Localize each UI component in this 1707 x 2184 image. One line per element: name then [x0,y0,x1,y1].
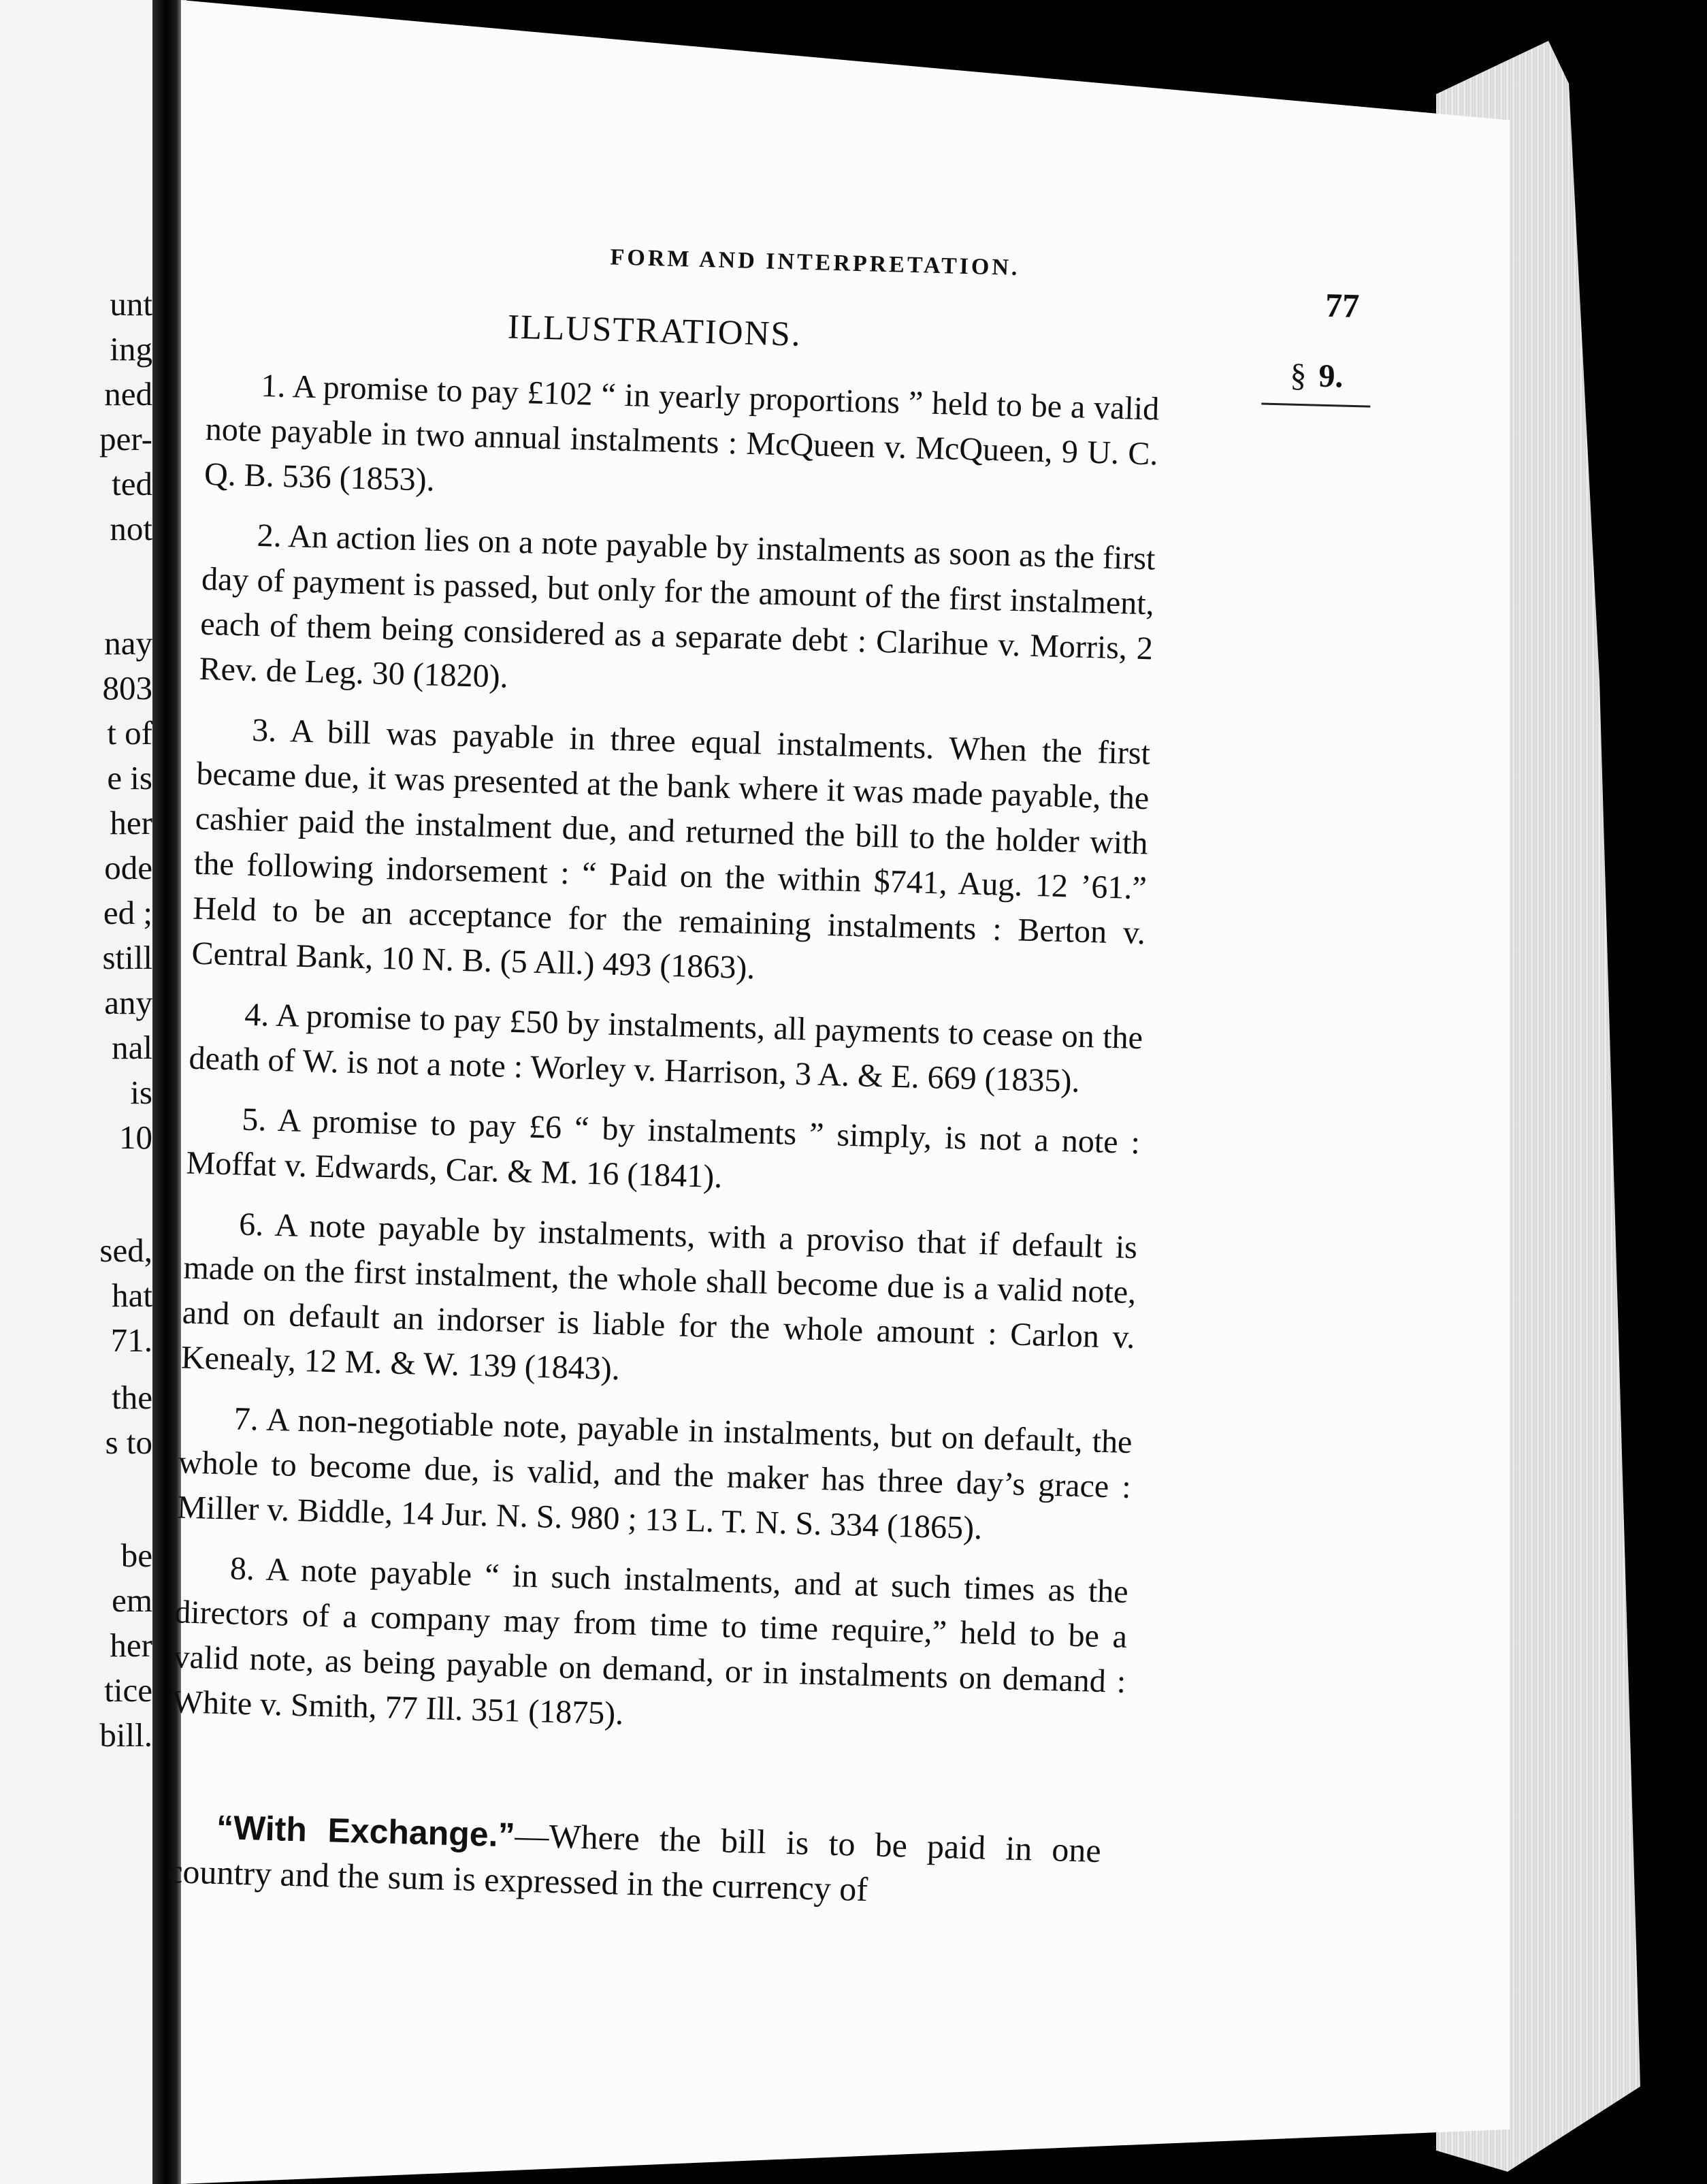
page-number: 77 [1324,285,1360,325]
previous-page-line-text: the [112,1379,152,1416]
previous-page-line-text: em [112,1581,152,1619]
illustration-3: 3. A bill was payable in three equal instalments. When the first became due, it was presented at the bank where it was made payable, the cashier paid the instalment due, and returned the bill to the holder with the following indorsement : “ Paid on the within $741, Aug. 12 ’61.” Held to be an acceptance for the remaining instalments : Berton v. Central Bank, 10 N. B. (5 All.) 493 (1863). [191,711,1151,986]
previous-page-line-text: nay [104,624,152,662]
previous-page-line-text: per- [99,420,152,457]
previous-page-line-text: e is [107,759,152,797]
previous-page-line-text: ted [112,465,152,502]
previous-page-line-text: tice [104,1671,152,1709]
section-symbol: § [1289,357,1307,394]
previous-page-line-text: ode [104,849,152,886]
illustrations-heading: ILLUSTRATIONS. [507,308,802,354]
previous-page-line-text: hat [112,1276,152,1314]
previous-page-line-text: sed, [99,1232,152,1269]
illustration-4: 4. A promise to pay £50 by instalments, all payments to cease on the death of W. is not a note : Worley v. Harrison, 3 A. & E. 669 (1835). [188,996,1143,1099]
previous-page-line-text: is [130,1074,152,1111]
previous-page-line-text: her [110,1626,152,1664]
previous-page-line-text: unt [110,285,152,323]
illustration-6: 6. A note payable by instalments, with a proviso that if default is made on the first instalment, the whole shall become due is a valid note, and on default an indorser is liable for the whole amount : Carlon v. Kenealy, 12 M. & W. 139 (1843). [180,1206,1138,1387]
illustration-5: 5. A promise to pay £6 “ by instalments ” simply, is not a note : Moffat v. Edwards, Car. & M. 16 (1841). [185,1101,1141,1195]
previous-page-line-text: nal [112,1029,152,1066]
previous-page [0,0,152,2184]
previous-page-line-text: ing [110,330,152,368]
previous-page-line-text: s to [105,1424,152,1461]
previous-page-line-text: be [120,1537,152,1574]
with-exchange-text: —Where the bill is to be paid in one country and the sum is expressed in the currency of [167,1816,1102,1909]
previous-page-line-text: 803 [102,669,152,707]
previous-page-line-text: t of [107,714,152,752]
illustration-7: 7. A non-negotiable note, payable in instalments, but on default, the whole to become due, is valid, and the maker has three day’s grace : Miller v. Biddle, 14 Jur. N. S. 980 ; 13 L. T. N. S. 334 (1865). [176,1400,1133,1547]
previous-page-line-text: 10 [119,1119,152,1156]
section-marker [1261,356,1371,408]
illustrations-list [171,362,1160,1765]
previous-page-line-text: still [102,939,152,976]
previous-page-line-text: ned [104,375,152,413]
previous-page-line-text: not [110,510,152,547]
illustration-8: 8. A note payable “ in such instalments, and at such times as the directors of a company may from time to time require,” held to be a valid note, as being payable on demand, or in instalments on demand : White v. Smith, 77 Ill. 351 (1875). [172,1550,1129,1732]
illustration-2: 2. An action lies on a note payable by instalments as soon as the first day of payment is passed, but only for the amount of the first instalment, each of them being considered as a separate debt : Clarihue v. Morris, 2 Rev. de Leg. 30 (1820). [198,517,1156,695]
illustration-1: 1. A promise to pay £102 “ in yearly proportions ” held to be a valid note payable in two annual instalments : McQueen v. McQueen, 9 U. C. Q. B. 536 (1853). [204,368,1160,498]
with-exchange-heading: “With Exchange.” [216,1808,516,1854]
section-number: 9. [1318,357,1344,395]
previous-page-line-text: her [110,804,152,841]
previous-page-line-text: ed ; [103,894,152,931]
previous-page-line-text: 71. [110,1321,152,1359]
previous-page-line-text: bill. [99,1716,152,1754]
previous-page-line-text: any [104,984,152,1021]
running-head: FORM AND INTERPRETATION. [610,244,1020,281]
